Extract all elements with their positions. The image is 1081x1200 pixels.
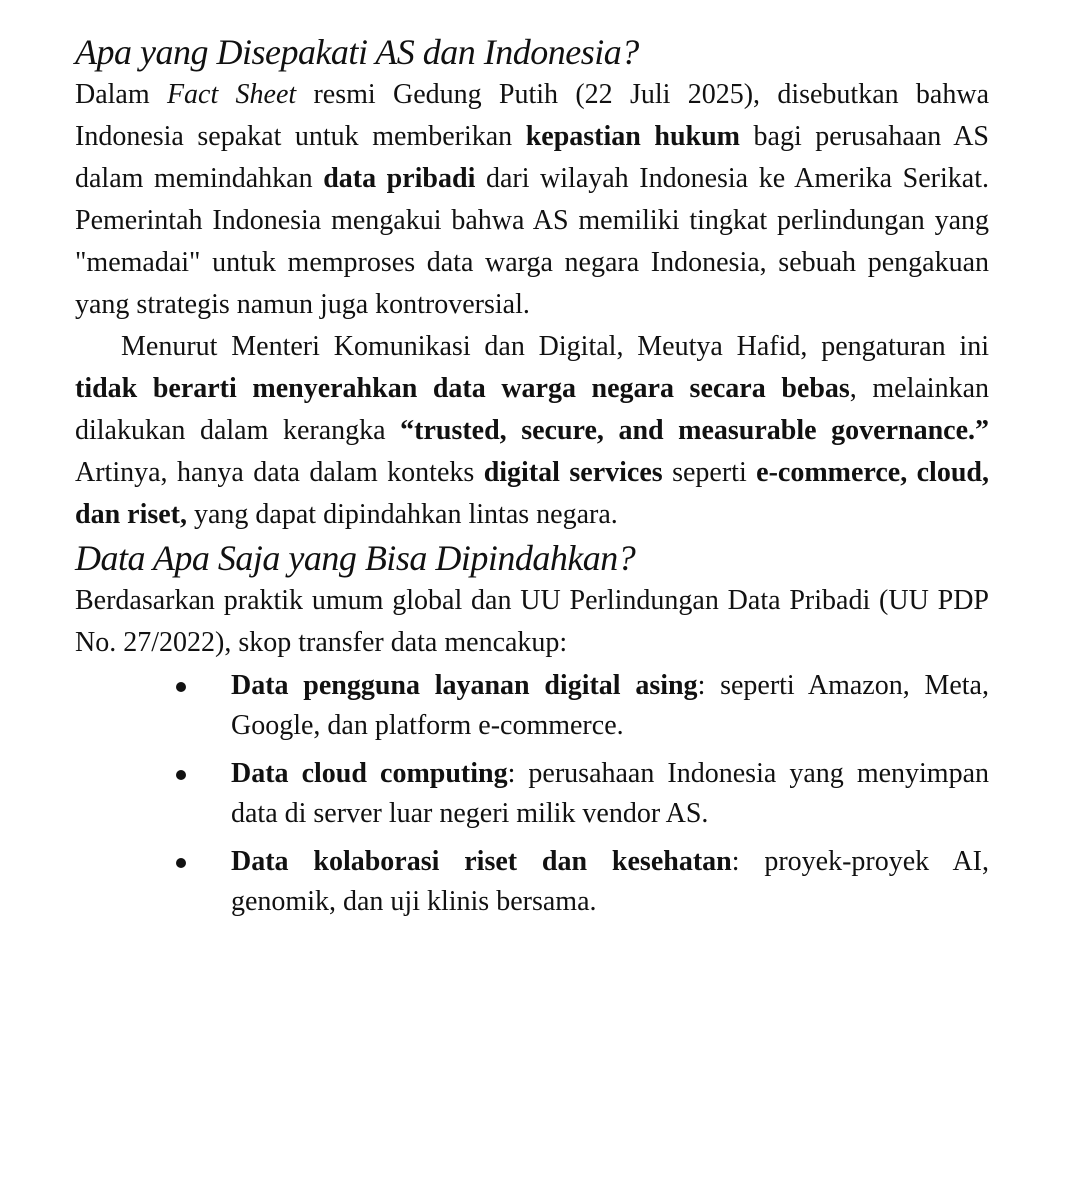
bullet-list: [75, 666, 989, 922]
bullet-icon: [176, 858, 186, 868]
bold-term: tidak berarti menyerahkan data warga negara secara bebas: [75, 373, 850, 404]
document-page: [75, 30, 989, 930]
paragraph-intro: Berdasarkan praktik umum global dan UU Perlindungan Data Pribadi (UU PDP No. 27/2022), skop transfer data mencakup:: [75, 585, 989, 658]
paragraph-minister-statement: [75, 326, 989, 536]
text-run: resmi Gedung Putih (22 Juli 2025), disebutkan bahwa Indonesia sepakat untuk memberikan: [75, 79, 990, 152]
italic-term: Fact Sheet: [166, 79, 297, 110]
text-run: dari wilayah Indonesia ke Amerika Serikat. Pemerintah Indonesia mengakui bahwa AS memiliki tingkat perlindungan yang "memadai" untuk memproses data warga negara Indonesia, sebuah pengakuan yang strategis namun juga kontroversial.: [75, 163, 989, 320]
list-item: [231, 754, 989, 834]
text-run: yang dapat dipindahkan lintas negara.: [187, 499, 618, 530]
bold-term: data pribadi: [323, 163, 476, 194]
text-run: seperti: [662, 457, 757, 488]
paragraph-fact-sheet: [75, 74, 989, 326]
text-run: bagi perusahaan AS dalam memindahkan: [75, 121, 989, 194]
section-heading: Data Apa Saja yang Bisa Dipindahkan?: [75, 538, 636, 578]
bold-term: “trusted, secure, and measurable governance.”: [400, 415, 990, 446]
list-item-text: : perusahaan Indonesia yang menyimpan data di server luar negeri milik vendor AS.: [231, 758, 990, 829]
list-item-title: Data cloud computing: [231, 758, 508, 789]
text-run: Artinya, hanya data dalam konteks: [75, 457, 484, 488]
list-item-text: : seperti Amazon, Meta, Google, dan platform e-commerce.: [231, 670, 989, 741]
list-item-title: Data pengguna layanan digital asing: [231, 670, 698, 701]
text-run: , melainkan dilakukan dalam kerangka: [75, 373, 989, 446]
bullet-icon: [176, 770, 186, 780]
text-run: Menurut Menteri Komunikasi dan Digital, Meutya Hafid, pengaturan ini: [121, 331, 989, 362]
bold-term: e-commerce, cloud, dan riset,: [75, 457, 989, 530]
list-item-title: Data kolaborasi riset dan kesehatan: [231, 846, 732, 877]
bullet-icon: [176, 682, 186, 692]
section-heading: Apa yang Disepakati AS dan Indonesia?: [75, 32, 639, 72]
bold-term: kepastian hukum: [525, 121, 740, 152]
list-item: [231, 842, 989, 922]
list-item: [231, 666, 989, 746]
bold-term: digital services: [483, 457, 663, 488]
text-run: Dalam: [75, 79, 167, 110]
list-item-text: : proyek-proyek AI, genomik, dan uji klinis bersama.: [231, 846, 989, 917]
